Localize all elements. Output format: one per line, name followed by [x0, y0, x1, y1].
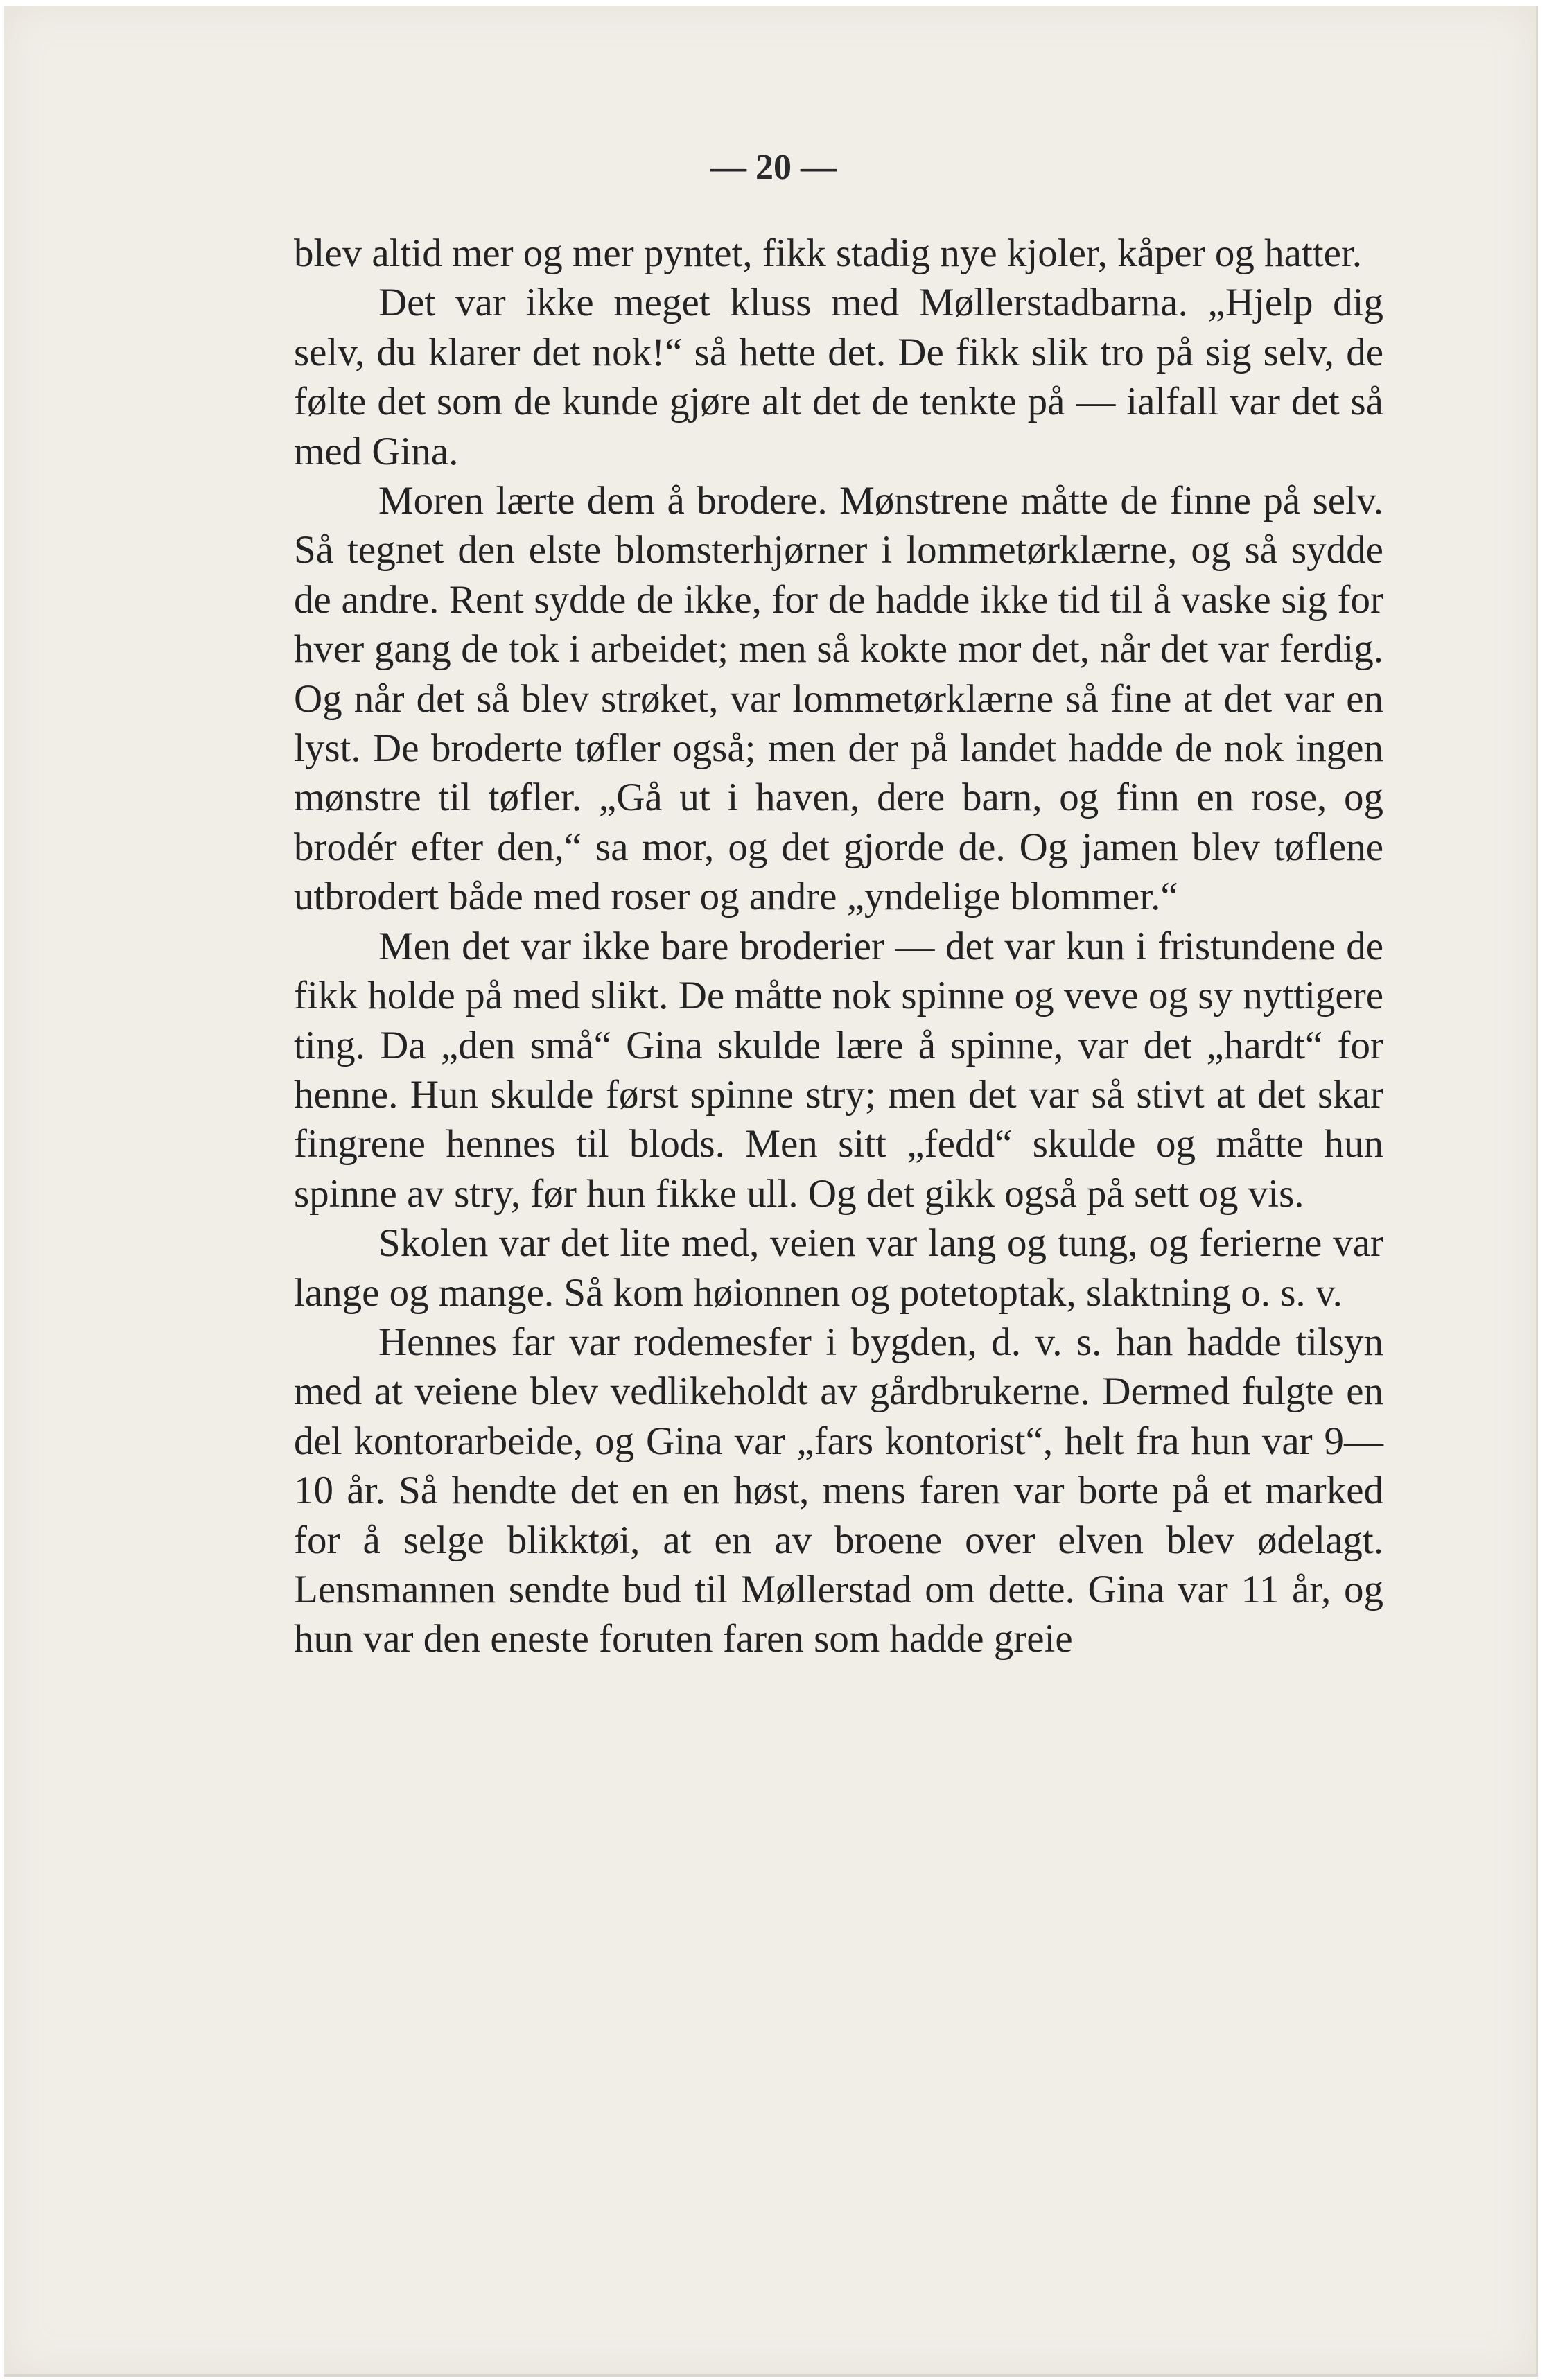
paragraph: Moren lærte dem å brodere. Mønstrene måtte de finne på selv. Så tegnet den elste blomsterhjørner i lommetørklærne, og så sydde de andre. Rent sydde de ikke, for de hadde ikke tid til å vaske sig for hver gang de tok i arbeidet; men så kokte mor det, når det var ferdig. Og når det så blev strøket, var lommetørklærne så fine at det var en lyst. De broderte tøfler også; men der på landet hadde de nok ingen mønstre til tøfler. „Gå ut i haven, dere barn, og finn en rose, og brodér efter den,“ sa mor, og det gjorde de. Og jamen blev tøflene utbrodert både med roser og andre „yndelige blommer.“: [294, 479, 1383, 919]
paragraph: Men det var ikke bare broderier — det var kun i fristundene de fikk holde på med slikt. De måtte nok spinne og veve og sy nyttigere ting. Da „den små“ Gina skulde lære å spinne, var det „hardt“ for henne. Hun skulde først spinne stry; men det var så stivt at det skar fingrene hennes til blods. Men sitt „fedd“ skulde og måtte hun spinne av stry, før hun fikke ull. Og det gikk også på sett og vis.: [294, 924, 1383, 1216]
paragraph: Skolen var det lite med, veien var lang og tung, og ferierne var lange og mange. Så kom høionnen og potetoptak, slaktning o. s. v.: [294, 1221, 1383, 1315]
paragraph: Hennes far var rodemesfer i bygden, d. v. s. han hadde tilsyn med at veiene blev vedlikeholdt av gårdbrukerne. Dermed fulgte en del kontorarbeide, og Gina var „fars kontorist“, helt fra hun var 9—10 år. Så hendte det en en høst, mens faren var borte på et marked for å selge blikktøi, at en av broene over elven blev ødelagt. Lensmannen sendte bud til Møllerstad om dette. Gina var 11 år, og hun var den eneste foruten faren som hadde greie: [294, 1320, 1383, 1661]
page-number: — 20 —: [710, 148, 837, 187]
paragraph: Det var ikke meget kluss med Møllerstadbarna. „Hjelp dig selv, du klarer det nok!“ så hette det. De fikk slik tro på sig selv, de følte det som de kunde gjøre alt det de tenkte på — ialfall var det så med Gina.: [294, 281, 1383, 473]
body-text: [294, 229, 1383, 1664]
paragraph: blev altid mer og mer pyntet, fikk stadig nye kjoler, kåper og hatter.: [294, 231, 1363, 275]
